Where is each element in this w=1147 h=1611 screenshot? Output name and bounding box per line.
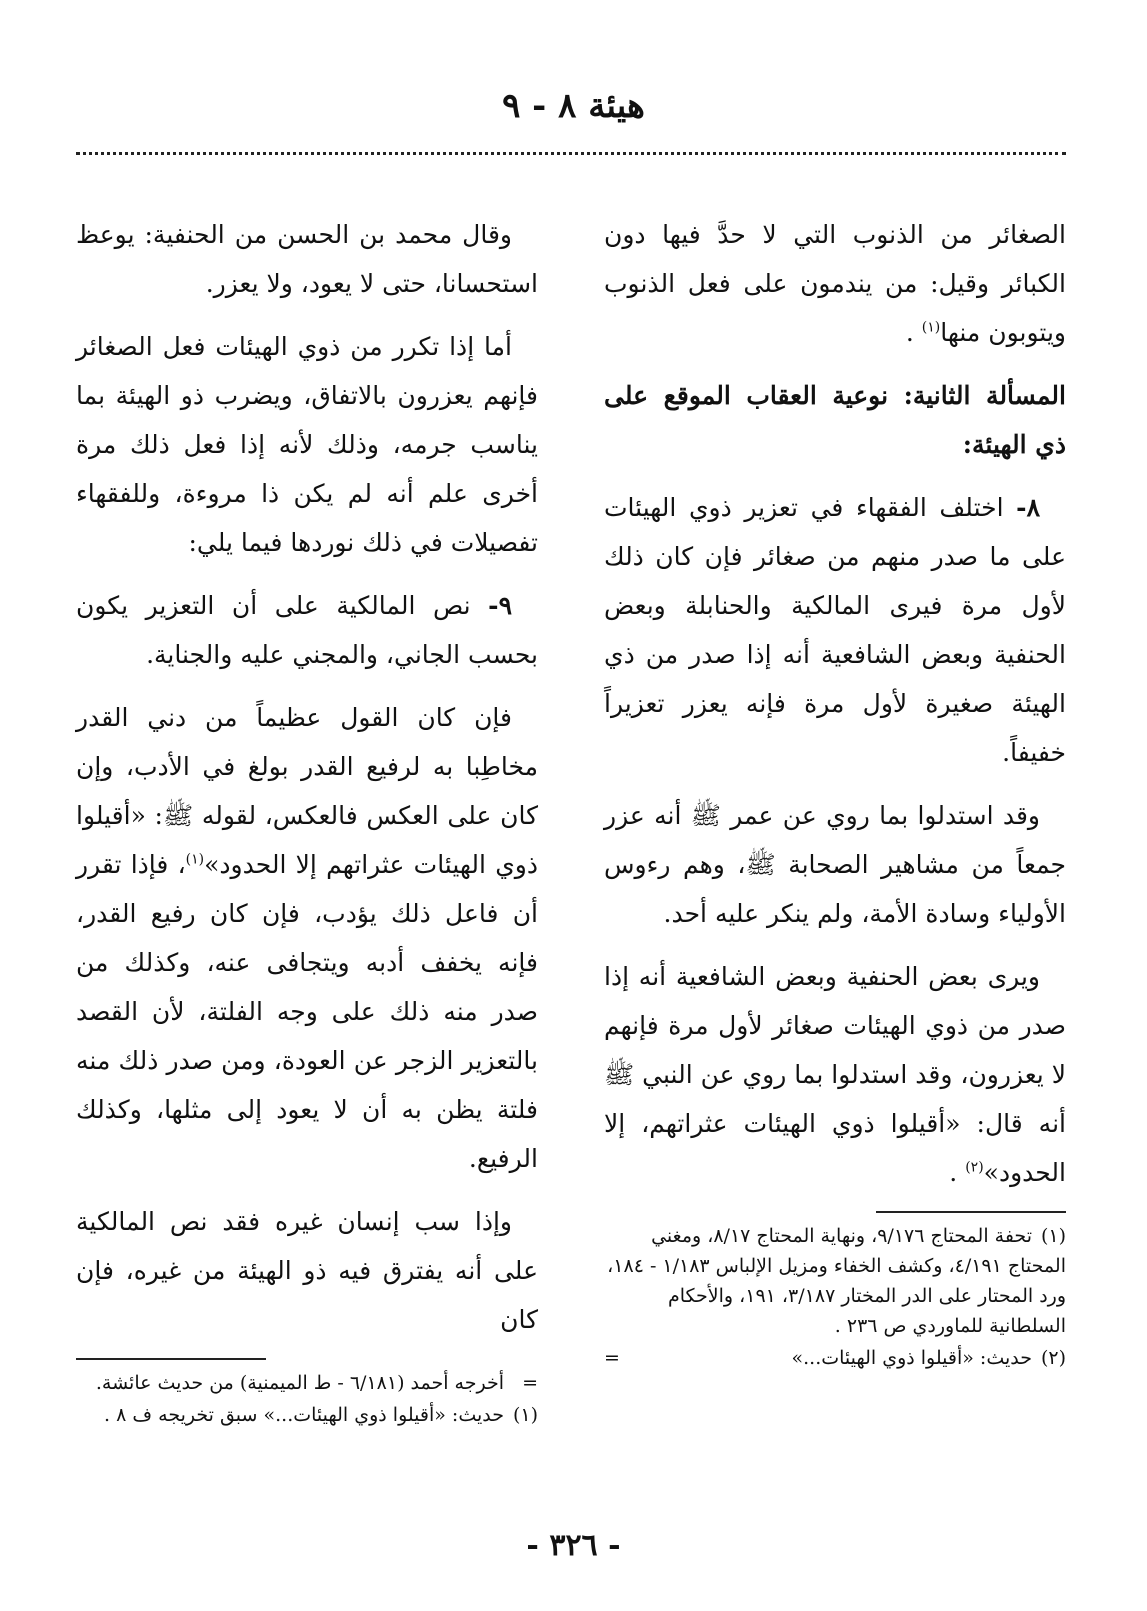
paragraph: وقال محمد بن الحسن من الحنفية: يوعظ استحسانا، حتى لا يعود، ولا يعزر. [76,220,538,298]
paragraph: فإن كان القول عظيماً من دني القدر مخاطِبا به لرفيع القدر بولغ في الأدب، وإن كان على العكس فالعكس، لقوله ﷺ: «أقيلوا ذوي الهيئات عثراتهم إلا الحدود»$^{(١)}$، فإذا تقرر أن فاعل ذلك يؤدب، فإن كان رفيع القدر، فإنه يخفف أدبه ويتجافى عنه، وكذلك من صدر منه ذلك على وجه الفلتة، لأن القصد بالتعزير الزجر عن العودة، ومن صدر ذلك منه فلتة يظن به أن لا يعود إلى مثلها، وكذلك الرفيع. [76,703,538,1173]
footnote: (١)حديث: «أقيلوا ذوي الهيئات...» سبق تخريجه ف ٨ . [76,1400,538,1430]
footnote-mark: (١) [512,1404,538,1426]
paragraph: أما إذا تكرر من ذوي الهيئات فعل الصغائر فإنهم يعزرون بالاتفاق، ويضرب ذو الهيئة بما يناسب جرمه، وذلك لأنه إذا فعل ذلك مرة أخرى علم أنه لم يكن ذا مروءة، وللفقهاء تفصيلات في ذلك نوردها فيما يلي: [76,332,538,557]
footnote-mark: (١) [1040,1225,1066,1247]
left-column [76,210,538,1432]
paragraph: وإذا سب إنسان غيره فقد نص المالكية على أنه يفترق فيه ذو الهيئة من غيره، فإن كان [76,1207,538,1334]
section-heading: المسألة الثانية: نوعية العقاب الموقع على ذي الهيئة: [604,381,1066,459]
footnote-separator [876,1211,1066,1213]
header-dotted-rule [76,152,1066,155]
footnote: (١)تحفة المحتاج ٩/١٧٦، ونهاية المحتاج ٨/١٧، ومغني المحتاج ٤/١٩١، وكشف الخفاء ومزيل الإلباس ١/١٨٣ - ١٨٤، ورد المحتار على الدر المختار ٣/١٨٧، ١٩١، والأحكام السلطانية للماوردي ص ٢٣٦ . [604,1221,1066,1341]
paragraph: الصغائر من الذنوب التي لا حدَّ فيها دون الكبائر وقيل: من يندمون على فعل الذنوب ويتوبون منها$^{(١)}$ . [604,220,1066,347]
footnote: (٢)حديث: «أقيلوا ذوي الهيئات...» = [604,1343,1066,1373]
continuation-mark: = [604,1347,620,1369]
paragraph: ويرى بعض الحنفية وبعض الشافعية أنه إذا صدر من ذوي الهيئات صغائر لأول مرة فإنهم لا يعزرون، وقد استدلوا بما روي عن النبي ﷺ أنه قال: «أقيلوا ذوي الهيئات عثراتهم، إلا الحدود»$^{(٢)}$ . [604,962,1066,1187]
footnote-separator [76,1358,266,1360]
footnote-mark: (٢) [1040,1347,1066,1369]
footnote: =أخرجه أحمد (٦/١٨١ - ط الميمنية) من حديث عائشة. [76,1368,538,1398]
footnote-ref: (٢) [965,1159,984,1176]
right-column [604,210,1066,1375]
footnote-ref: (١) [921,319,941,336]
page-number: - ٣٢٦ - [526,1528,621,1563]
paragraph: وقد استدلوا بما روي عن عمر ﷺ أنه عزر جمعاً من مشاهير الصحابة ﷺ، وهم رءوس الأولياء وسادة الأمة، ولم ينكر عليه أحد. [604,801,1066,928]
paragraph: ٨- اختلف الفقهاء في تعزير ذوي الهيئات على ما صدر منهم من صغائر فإن كان ذلك لأول مرة فيرى المالكية والحنابلة وبعض الحنفية وبعض الشافعية أنه إذا صدر من ذي الهيئة صغيرة لأول مرة فإنه يعزر تعزيراً خفيفاً. [604,493,1066,767]
paragraph-number: ٨- [1016,493,1040,522]
running-header: هيئة ٨ - ٩ [502,86,645,126]
footnote-mark: = [522,1372,538,1394]
paragraph: ٩- نص المالكية على أن التعزير يكون بحسب الجاني، والمجني عليه والجناية. [76,591,538,669]
paragraph-number: ٩- [488,591,512,620]
footnote-ref: (١) [185,851,205,868]
